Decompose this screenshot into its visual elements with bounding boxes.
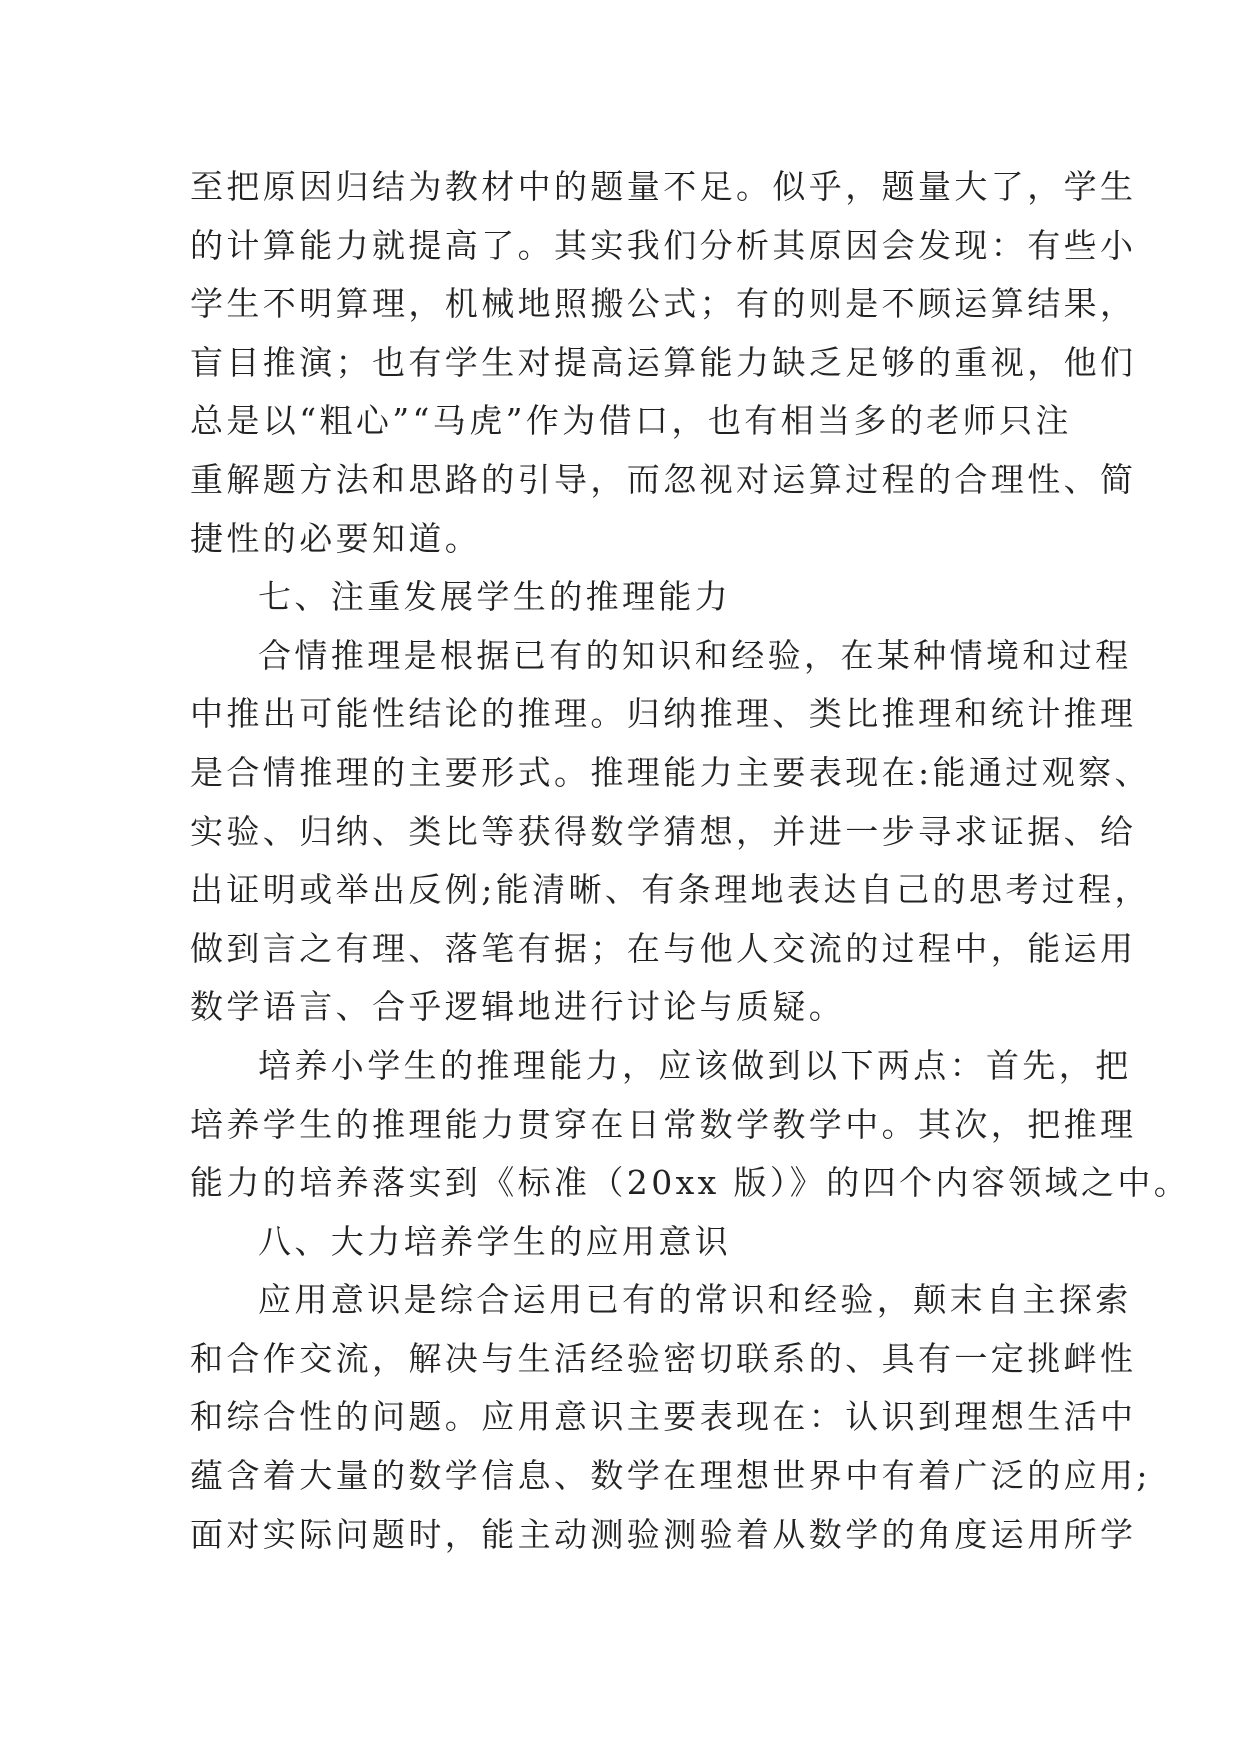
text-line: 和综合性的问题。应用意识主要表现在：认识到理想生活中 [190, 1397, 1137, 1437]
text-line: 至把原因归结为教材中的题量不足。似乎，题量大了，学生 [190, 167, 1137, 206]
text-line: 中推出可能性结论的推理。归纳推理、类比推理和统计推理 [190, 694, 1137, 734]
body-text [190, 158, 1191, 1564]
text-line: 培养小学生的推理能力，应该做到以下两点：首先，把 [258, 1045, 1132, 1085]
text-line: 总是以“粗心”“马虎”作为借口，也有相当多的老师只注 [190, 401, 1072, 441]
text-line: 捷性的必要知道。 [190, 518, 482, 558]
section-heading: 七、注重发展学生的推理能力 [258, 577, 732, 617]
text-line: 盲目推演；也有学生对提高运算能力缺乏足够的重视，他们 [190, 342, 1137, 382]
text-line: 实验、归纳、类比等获得数学猜想，并进一步寻求证据、给 [190, 811, 1137, 851]
text-line: 出证明或举出反例;能清晰、有条理地表达自己的思考过程， [190, 870, 1151, 910]
text-line: 的计算能力就提高了。其实我们分析其原因会发现：有些小 [190, 225, 1137, 265]
text-line: 和合作交流，解决与生活经验密切联系的、具有一定挑衅性 [190, 1338, 1137, 1378]
text-line: 做到言之有理、落笔有据；在与他人交流的过程中，能运用 [190, 928, 1137, 968]
text-line: 重解题方法和思路的引导，而忽视对运算过程的合理性、简 [190, 459, 1137, 499]
text-line: 数学语言、合乎逻辑地进行讨论与质疑。 [190, 987, 846, 1027]
text-line: 合情推理是根据已有的知识和经验，在某种情境和过程 [258, 635, 1132, 675]
text-line: 蕴含着大量的数学信息、数学在理想世界中有着广泛的应用; [190, 1456, 1151, 1496]
text-line: 学生不明算理，机械地照搬公式；有的则是不顾运算结果， [190, 284, 1137, 324]
text-line: 应用意识是综合运用已有的常识和经验，颠末自主探索 [258, 1280, 1132, 1320]
text-line: 面对实际问题时，能主动测验测验着从数学的角度运用所学 [190, 1514, 1137, 1554]
text-line: 是合情推理的主要形式。推理能力主要表现在:能通过观察、 [190, 752, 1151, 792]
text-line: 培养学生的推理能力贯穿在日常数学教学中。其次，把推理 [190, 1104, 1137, 1144]
section-heading: 八、大力培养学生的应用意识 [258, 1221, 732, 1261]
text-line: 能力的培养落实到《标准（20xx 版）》的四个内容领域之中。 [190, 1163, 1191, 1203]
